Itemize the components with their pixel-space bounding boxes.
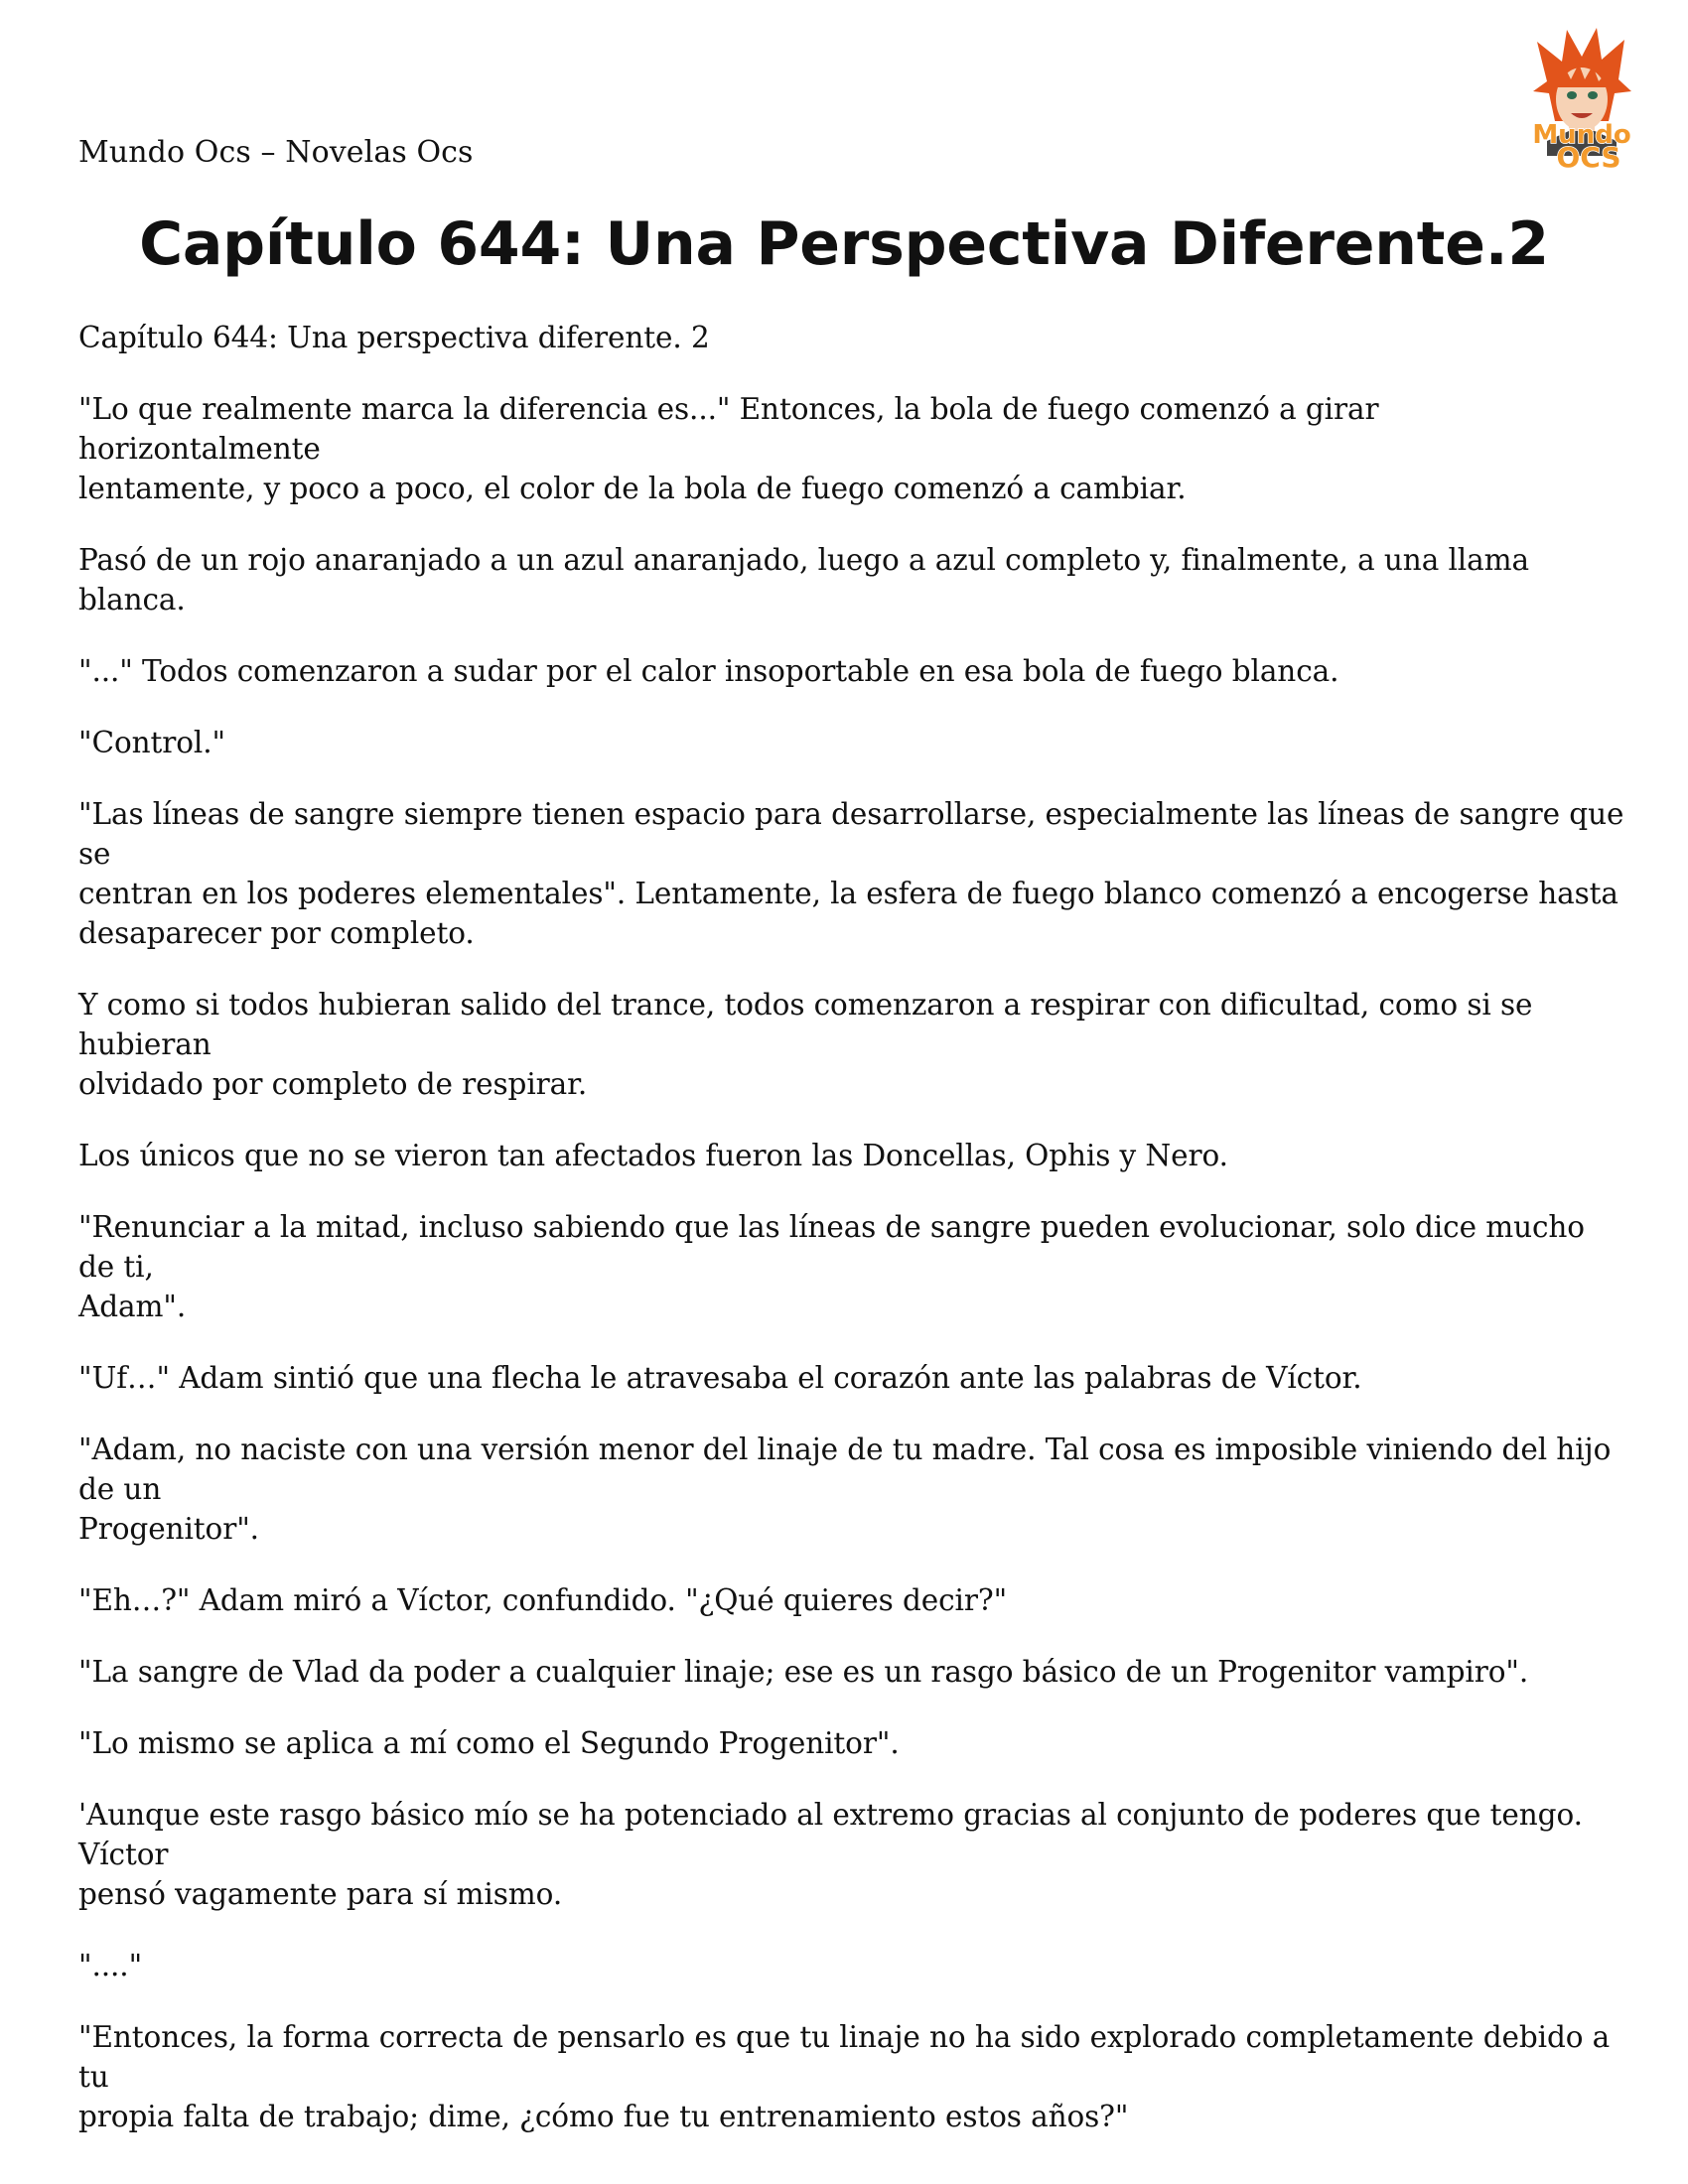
paragraph: Pasó de un rojo anaranjado a un azul anaranjado, luego a azul completo y, finalmente, a una llama blanca. [78,543,1529,616]
paragraph: "Renunciar a la mitad, incluso sabiendo que las líneas de sangre pueden evolucionar, solo dice mucho de ti, Adam". [78,1210,1585,1323]
paragraph: "Las líneas de sangre siempre tienen espacio para desarrollarse, especialmente las líneas de sangre que se centran en los poderes elementales". Lentamente, la esfera de fuego blanco comenzó a encogerse hasta desaparecer por completo. [78,797,1624,950]
paragraph: Y como si todos hubieran salido del trance, todos comenzaron a respirar con dificultad, como si se hubieran olvidado por completo de respirar. [78,988,1533,1101]
paragraph: "Uf…" Adam sintió que una flecha le atravesaba el corazón ante las palabras de Víctor. [78,1361,1362,1395]
paragraph: "Lo que realmente marca la diferencia es..." Entonces, la bola de fuego comenzó a girar horizontalmente lentamente, y poco a poco, el color de la bola de fuego comenzó a cambiar. [78,392,1379,505]
paragraph: 'Aunque este rasgo básico mío se ha potenciado al extremo gracias al conjunto de poderes que tengo. Víctor pensó vagamente para sí mismo. [78,1798,1583,1911]
site-label: Mundo Ocs – Novelas Ocs [78,135,474,170]
paragraph: "..." Todos comenzaron a sudar por el calor insoportable en esa bola de fuego blanca. [78,654,1339,688]
logo-text-top: Mundo [1532,120,1631,150]
paragraph: "La sangre de Vlad da poder a cualquier linaje; ese es un rasgo básico de un Progenitor vampiro". [78,1655,1529,1689]
paragraph: Los únicos que no se vieron tan afectados fueron las Doncellas, Ophis y Nero. [78,1139,1228,1172]
mundo-ocs-logo [1507,22,1656,171]
paragraph: "Adam, no naciste con una versión menor del linaje de tu madre. Tal cosa es imposible viniendo del hijo de un Progenitor". [78,1433,1612,1546]
paragraph: "Eh…?" Adam miró a Víctor, confundido. "¿Qué quieres decir?" [78,1583,1008,1617]
paragraph: "...." [78,1949,143,1982]
paragraph: Capítulo 644: Una perspectiva diferente. 2 [78,321,710,354]
chapter-body [78,318,1627,2168]
logo-text-bottom: OCS [1556,141,1621,171]
paragraph: "Entonces, la forma correcta de pensarlo es que tu linaje no ha sido explorado completamente debido a tu propia falta de trabajo; dime, ¿cómo fue tu entrenamiento estos años?" [78,2020,1611,2133]
chapter-title: Capítulo 644: Una Perspectiva Diferente.2 [139,209,1549,279]
paragraph: "Control." [78,726,225,759]
paragraph: "Lo mismo se aplica a mí como el Segundo Progenitor". [78,1726,900,1760]
